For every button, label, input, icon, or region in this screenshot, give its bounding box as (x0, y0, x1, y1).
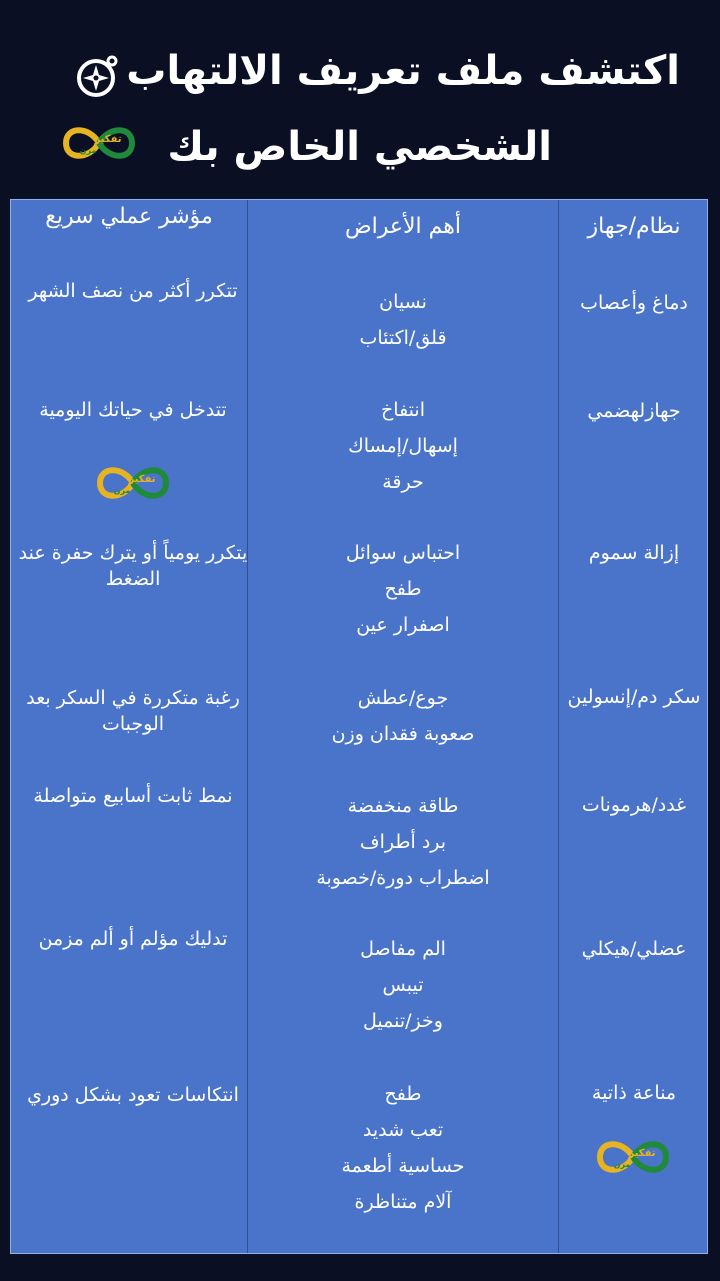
indicator-cell: تدليك مؤلم أو ألم مزمن (38, 928, 228, 950)
symptoms-cell (248, 535, 558, 643)
system-cell: غدد/هرمونات (581, 794, 687, 816)
symptom: آلام متناظرة (354, 1191, 452, 1213)
header-symptoms: أهم الأعراض (345, 214, 461, 239)
page-title-line-1: اكتشف ملف تعريف الالتهاب (126, 48, 680, 94)
symptoms-cell (248, 1076, 558, 1220)
symptom: حساسية أطعمة (341, 1155, 465, 1177)
symptom: انتفاخ (381, 399, 425, 421)
logo-text-bottom: مرن (613, 1160, 631, 1169)
system-cell: عضلي/هيكلي (581, 938, 687, 960)
indicator-cell: يتكرر يومياً أو يترك حفرة عند الضغط (18, 542, 248, 590)
symptoms-cell (248, 680, 558, 752)
tafkir-logo (58, 120, 140, 166)
symptom: احتباس سوائل (345, 542, 461, 564)
logo-text-bottom: مرن (79, 146, 97, 155)
symptom: برد أطراف (359, 831, 447, 853)
indicator-cell: تتكرر أكثر من نصف الشهر (28, 280, 238, 302)
symptoms-cell (248, 284, 558, 356)
symptom: نسيان (379, 291, 427, 313)
symptom: قلق/اكتئاب (359, 327, 447, 349)
symptom: إسهال/إمساك (348, 435, 458, 457)
symptom: طفح (384, 1083, 422, 1105)
indicator-cell: انتكاسات تعود بشكل دوري (27, 1084, 239, 1106)
symptom: الم مفاصل (360, 938, 446, 960)
logo-text-top: تفكير (128, 474, 156, 485)
tafkir-logo (592, 1134, 674, 1180)
symptoms-cell (248, 931, 558, 1039)
header (0, 0, 720, 198)
logo-text-top: تفكير (94, 134, 122, 145)
system-cell: دماغ وأعصاب (580, 292, 688, 314)
symptom: اصفرار عين (356, 614, 450, 636)
symptoms-cell (248, 788, 558, 896)
symptoms-cell (248, 392, 558, 500)
logo-text-bottom: مرن (113, 486, 131, 495)
symptom: جوع/عطش (357, 687, 449, 709)
symptom: اضطراب دورة/خصوبة (316, 867, 490, 889)
symptom: وخز/تنميل (363, 1010, 443, 1032)
indicator-cell: تتدخل في حياتك اليومية (39, 399, 227, 421)
symptom: طاقة منخفضة (347, 795, 459, 817)
system-cell: إزالة سموم (588, 542, 680, 564)
indicator-cell: نمط ثابت أسابيع متواصلة (33, 785, 233, 807)
compass-icon (74, 52, 122, 100)
symptom: حرقة (382, 471, 424, 493)
system-cell: مناعة ذاتية (591, 1082, 677, 1104)
header-system: نظام/جهاز (587, 214, 681, 239)
symptom: تيبس (382, 974, 424, 996)
logo-text-top: تفكير (628, 1148, 656, 1159)
symptom: تعب شديد (362, 1119, 444, 1141)
symptom: طفح (384, 578, 422, 600)
page-title-line-2: الشخصي الخاص بك (167, 124, 552, 170)
inflammation-table (10, 199, 708, 1254)
symptom: صعوبة فقدان وزن (331, 723, 475, 745)
header-indicator: مؤشر عملي سريع (45, 204, 213, 229)
system-cell: سكر دم/إنسولين (567, 686, 701, 708)
tafkir-logo (92, 460, 174, 506)
system-cell: جهازلهضمي (587, 400, 681, 422)
indicator-cell: رغبة متكررة في السكر بعد الوجبات (26, 687, 240, 735)
